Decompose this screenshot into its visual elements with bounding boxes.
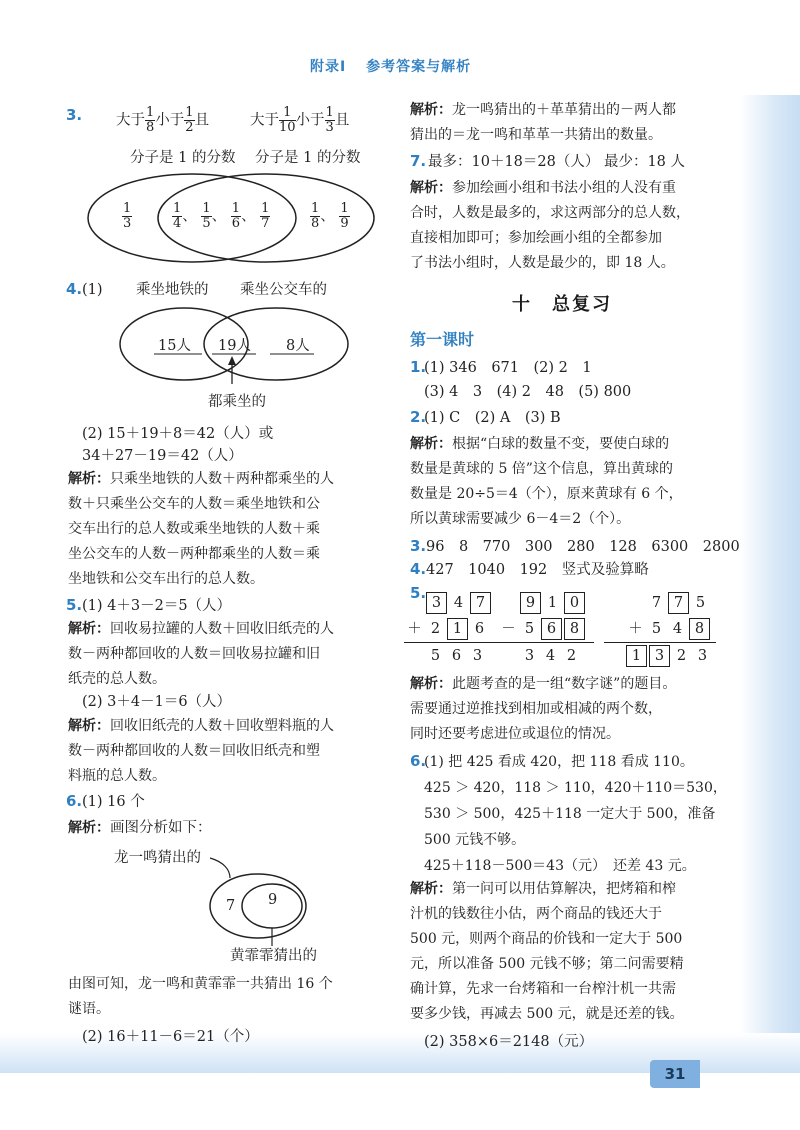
q5-part2: (2) 3＋4－1＝6（人）: [82, 694, 232, 710]
r2-analysis: 解析：根据“白球的数量不变，要使白球的 数量是黄球的 5 倍”这个信息，算出黄球的 数量是 20÷5＝4（个），原来黄球有 6 个， 所以黄球需要减少 6－4＝2（个）。: [410, 436, 683, 527]
r6-part1: (1) 把 425 看成 420，把 118 看成 110。 425 ＞ 420，118 ＞ 110，420＋110＝530， 530 ＞ 500，425＋118 一定大于 500，准备 500 元钱不够。 425＋118－500＝43（元） 还差 43 元。: [424, 754, 727, 874]
q5-number: 5.: [66, 596, 83, 614]
r3-answer: 96 8 770 300 280 128 6300 2800: [426, 539, 740, 555]
q4-label-right: 乘坐公交车的: [240, 282, 327, 298]
q3-left-only: $\frac{1}{3}$: [123, 201, 132, 231]
side-decoration: [740, 95, 800, 1055]
q6-outer-value: 7: [226, 898, 236, 914]
r6-part2: (2) 358×6＝2148（元）: [424, 1034, 594, 1050]
r1-line1: (1) 346 671 (2) 2 1: [424, 360, 592, 376]
q6-part1: (1) 16 个: [82, 794, 145, 810]
r5-puzzle-b: 9 1 0 － 5 6 8 3 4 2: [498, 590, 594, 669]
r5-number: 5.: [410, 584, 427, 602]
q3-sub-left: 分子是 1 的分数: [130, 150, 236, 166]
q4-arrow-label: 都乘坐的: [208, 394, 266, 410]
q4-number: 4.: [66, 280, 83, 298]
q3-right-label: 大于 $\frac{1}{10}$ 小于 $\frac{1}{3}$ 且: [250, 105, 350, 135]
q6-analysis: 解析：画图分析如下：: [68, 820, 212, 836]
q3-left-label: 大于 $\frac{1}{8}$ 小于 $\frac{1}{2}$ 且: [116, 105, 210, 135]
q7-number: 7.: [410, 152, 427, 170]
q4-part2-line1: (2) 15＋19＋8＝42（人）或: [82, 426, 274, 442]
q6-conclusion: 由图可知，龙一鸣和黄霏霏一共猜出 16 个 谜语。: [68, 976, 333, 1017]
q4-venn-left: 15人: [158, 338, 191, 354]
r6-analysis: 解析：第一问可以用估算解决，把烤箱和榨 汁机的钱数往小估，两个商品的钱还大于 500 元，则两个商品的价钱和一定大于 500 元，所以准备 500 元钱不够；第二问需要精 确计算，先求一台烤箱和一台榨汁机一共需 要多少钱，再减去 500 元，就是还差的钱。: [410, 881, 684, 1022]
q7-analysis: 解析：参加绘画小组和书法小组的人没有重 合时，人数是最多的，求这两部分的总人数， 直接相加即可；参加绘画小组的全都参加 了书法小组时，人数是最少的，即 18 人。: [410, 180, 690, 271]
q3-intersection: $\frac{1}{4}$ 、 $\frac{1}{5}$ 、 $\frac{1}{6}$ 、 $\frac{1}{7}$: [173, 201, 270, 231]
r6-number: 6.: [410, 752, 427, 770]
r5-analysis: 解析：此题考查的是一组“数字谜”的题目。 需要通过逆推找到相加或相减的两个数， 同时还要考虑进位或退位的情况。: [410, 676, 677, 742]
r5-puzzle-c: 7 7 5 ＋ 5 4 8 1 3 2 3: [604, 590, 716, 669]
page-number: 31: [650, 1060, 700, 1088]
q5-part1: (1) 4＋3－2＝5（人）: [82, 598, 232, 614]
q6-inner-label: 黄霏霏猜出的: [230, 948, 317, 964]
r5-puzzle-a: 3 4 7 ＋ 2 1 6 5 6 3: [404, 590, 500, 669]
q4-venn-right: 8人: [286, 338, 310, 354]
r2-line1: (1) C (2) A (3) B: [424, 410, 561, 426]
q3-number: 3.: [66, 106, 83, 124]
q5-analysis-2: 解析：回收旧纸壳的人数＋回收塑料瓶的人 数－两种都回收的人数＝回收旧纸壳和塑 料瓶的总人数。: [68, 718, 334, 784]
q3-right-only: $\frac{1}{8}$ 、 $\frac{1}{9}$: [311, 201, 349, 231]
q4-analysis: 解析：只乘坐地铁的人数＋两种都乘坐的人 数＋只乘坐公交车的人数＝乘坐地铁和公 交车出行的总人数或乘坐地铁的人数＋乘 坐公交车的人数－两种都乘坐的人数＝乘 坐地铁和公交车出行的总人数。: [68, 471, 334, 587]
r1-number: 1.: [410, 358, 427, 376]
q4-venn-mid: 19人: [218, 338, 251, 354]
q4-label-left: 乘坐地铁的: [136, 282, 209, 298]
q4-part1: (1): [82, 282, 103, 298]
r4-number: 4.: [410, 560, 427, 578]
r-q6-analysis: 解析：龙一鸣猜出的＋革革猜出的－两人都 猜出的＝龙一鸣和革革一共猜出的数量。: [410, 102, 676, 143]
lesson-title: 第一课时: [410, 330, 475, 349]
r2-number: 2.: [410, 408, 427, 426]
q6-part2: (2) 16＋11－6＝21（个）: [82, 1029, 259, 1045]
q6-number: 6.: [66, 792, 83, 810]
q6-outer-label: 龙一鸣猜出的: [114, 850, 201, 866]
appendix-label: 附录Ⅰ: [310, 59, 347, 75]
r3-number: 3.: [410, 537, 427, 555]
q3-sub-right: 分子是 1 的分数: [255, 150, 361, 166]
r1-line2: (3) 4 3 (4) 2 48 (5) 800: [424, 384, 632, 400]
page-header: [310, 56, 471, 76]
q7-answer: 最多：10＋18＝28（人） 最少：18 人: [428, 154, 686, 170]
r4-answer: 427 1040 192 竖式及验算略: [426, 562, 649, 578]
q5-analysis-1: 解析：回收易拉罐的人数＋回收旧纸壳的人 数－两种都回收的人数＝回收易拉罐和旧 纸壳的总人数。: [68, 621, 334, 687]
q4-part2-line2: 34＋27－19＝42（人）: [82, 448, 243, 464]
q6-inner-value: 9: [268, 892, 278, 908]
section-title: 十 总复习: [512, 294, 612, 315]
header-title: 参考答案与解析: [366, 59, 472, 75]
